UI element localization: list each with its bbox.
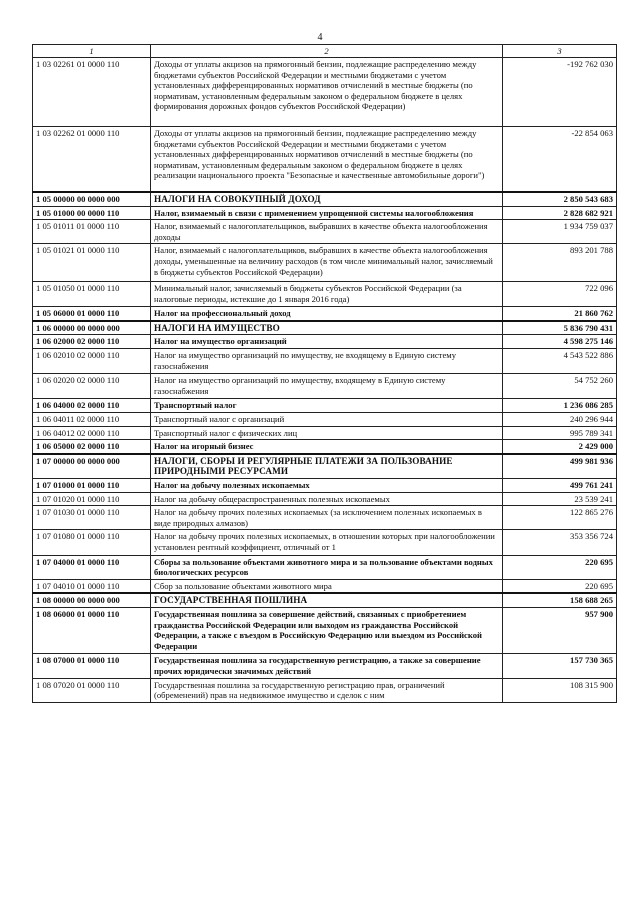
table-row [33, 440, 617, 454]
row-amount: -22 854 063 [503, 126, 617, 191]
table-row [33, 244, 617, 282]
row-amount: 5 836 790 431 [503, 321, 617, 335]
row-code: 1 06 00000 00 0000 000 [33, 321, 151, 335]
row-amount: 23 539 241 [503, 492, 617, 506]
row-amount: 54 752 260 [503, 374, 617, 399]
table-row [33, 492, 617, 506]
row-name: Государственная пошлина за совершение действий, связанных с приобретением гражданства Российской Федерации или выходом из гражданства Российской Федерации, а также с въездом в Российскую Федерацию или выездом из Российской Федерации [151, 607, 503, 653]
row-name: Налог на добычу полезных ископаемых [151, 479, 503, 493]
row-code: 1 07 04000 01 0000 110 [33, 555, 151, 579]
page-number: 4 [317, 32, 323, 43]
row-amount: 893 201 788 [503, 244, 617, 282]
row-code: 1 06 02020 02 0000 110 [33, 374, 151, 399]
table-row [33, 593, 617, 607]
table-row [33, 654, 617, 678]
row-code: 1 06 02010 02 0000 110 [33, 349, 151, 374]
table-row [33, 282, 617, 307]
row-amount: 1 236 086 285 [503, 399, 617, 413]
row-code: 1 05 01011 01 0000 110 [33, 220, 151, 244]
table-row [33, 454, 617, 479]
table-row [33, 335, 617, 349]
row-code: 1 06 04000 02 0000 110 [33, 399, 151, 413]
table-row [33, 506, 617, 530]
row-code: 1 07 01080 01 0000 110 [33, 530, 151, 555]
row-name: Налог на имущество организаций [151, 335, 503, 349]
row-amount: 995 789 341 [503, 426, 617, 440]
row-name: Налог на имущество организаций по имуществу, не входящему в Единую систему газоснабжения [151, 349, 503, 374]
row-amount: 220 695 [503, 555, 617, 579]
row-code: 1 06 05000 02 0000 110 [33, 440, 151, 454]
row-amount: 722 096 [503, 282, 617, 307]
row-amount: 157 730 365 [503, 654, 617, 678]
row-name: Сбор за пользование объектами животного мира [151, 579, 503, 593]
table-row [33, 307, 617, 321]
row-amount: 499 981 936 [503, 454, 617, 479]
row-name: Государственная пошлина за государственную регистрацию, а также за совершение прочих юридически значимых действий [151, 654, 503, 678]
row-code: 1 07 00000 00 0000 000 [33, 454, 151, 479]
row-code: 1 05 01021 01 0000 110 [33, 244, 151, 282]
table-row [33, 220, 617, 244]
table-row [33, 426, 617, 440]
row-code: 1 07 01020 01 0000 110 [33, 492, 151, 506]
row-amount: 158 688 265 [503, 593, 617, 607]
row-amount: 108 315 900 [503, 678, 617, 702]
row-name: Налог, взимаемый с налогоплательщиков, выбравших в качестве объекта налогообложения доходы [151, 220, 503, 244]
row-name: Налог на добычу прочих полезных ископаемых (за исключением полезных ископаемых в виде природных алмазов) [151, 506, 503, 530]
row-name: Налог, взимаемый в связи с применением упрощенной системы налогообложения [151, 206, 503, 220]
row-amount: -192 762 030 [503, 58, 617, 127]
row-name: Транспортный налог [151, 399, 503, 413]
row-name: Доходы от уплаты акцизов на прямогонный бензин, подлежащие распределению между бюджетами субъектов Российской Федерации и местными бюджетами с учетом установленных дифференцированных нормативов отчислений в местные бюджеты (по нормативам, установленным федеральным законом о федеральном бюджете в целях формирования дорожных фондов субъектов Российской Федерации) [151, 58, 503, 127]
row-amount: 2 429 000 [503, 440, 617, 454]
table-row [33, 579, 617, 593]
row-code: 1 05 06000 01 0000 110 [33, 307, 151, 321]
row-code: 1 08 06000 01 0000 110 [33, 607, 151, 653]
table-row [33, 206, 617, 220]
row-code: 1 08 07000 01 0000 110 [33, 654, 151, 678]
row-code: 1 07 01030 01 0000 110 [33, 506, 151, 530]
table-row [33, 374, 617, 399]
row-code: 1 08 07020 01 0000 110 [33, 678, 151, 702]
row-name: Транспортный налог с физических лиц [151, 426, 503, 440]
row-code: 1 05 00000 00 0000 000 [33, 192, 151, 206]
row-name: Доходы от уплаты акцизов на прямогонный бензин, подлежащие распределению между бюджетами субъектов Российской Федерации и местными бюджетами с учетом установленных дифференцированных нормативов отчислений в местные бюджеты (по нормативам, установленным федеральным законом о федеральном бюджете в целях реализации национального проекта "Безопасные и качественные автомобильные дороги") [151, 126, 503, 191]
row-amount: 4 598 275 146 [503, 335, 617, 349]
row-code: 1 03 02262 01 0000 110 [33, 126, 151, 191]
row-name: Государственная пошлина за государственную регистрацию прав, ограничений (обременений) прав на недвижимое имущество и сделок с ним [151, 678, 503, 702]
row-name: НАЛОГИ НА СОВОКУПНЫЙ ДОХОД [151, 192, 503, 206]
row-name: Налог на добычу прочих полезных ископаемых, в отношении которых при налогообложении установлен рентный коэффициент, отличный от 1 [151, 530, 503, 555]
row-code: 1 07 01000 01 0000 110 [33, 479, 151, 493]
row-code: 1 06 04012 02 0000 110 [33, 426, 151, 440]
row-amount: 499 761 241 [503, 479, 617, 493]
row-code: 1 07 04010 01 0000 110 [33, 579, 151, 593]
row-code: 1 03 02261 01 0000 110 [33, 58, 151, 127]
row-amount: 21 860 762 [503, 307, 617, 321]
row-amount: 122 865 276 [503, 506, 617, 530]
table-row [33, 607, 617, 653]
table-header-row [33, 45, 617, 58]
row-name: Налог, взимаемый с налогоплательщиков, выбравших в качестве объекта налогообложения доходы, уменьшенные на величину расходов (в том числе минимальный налог, зачисляемый в бюджеты субъектов Российской Федерации) [151, 244, 503, 282]
table-row [33, 321, 617, 335]
row-name: Налог на профессиональный доход [151, 307, 503, 321]
row-amount: 240 296 944 [503, 413, 617, 427]
table-row [33, 479, 617, 493]
table-row [33, 678, 617, 702]
row-code: 1 05 01050 01 0000 110 [33, 282, 151, 307]
table-row [33, 349, 617, 374]
row-name: Минимальный налог, зачисляемый в бюджеты субъектов Российской Федерации (за налоговые периоды, истекшие до 1 января 2016 года) [151, 282, 503, 307]
row-amount: 957 900 [503, 607, 617, 653]
header-col-1: 1 [33, 45, 151, 58]
row-code: 1 05 01000 00 0000 110 [33, 206, 151, 220]
row-code: 1 08 00000 00 0000 000 [33, 593, 151, 607]
row-amount: 2 850 543 683 [503, 192, 617, 206]
row-amount: 353 356 724 [503, 530, 617, 555]
row-name: Сборы за пользование объектами животного мира и за пользование объектами водных биологических ресурсов [151, 555, 503, 579]
row-name: НАЛОГИ НА ИМУЩЕСТВО [151, 321, 503, 335]
table-row [33, 555, 617, 579]
row-name: Налог на имущество организаций по имуществу, входящему в Единую систему газоснабжения [151, 374, 503, 399]
table-row [33, 399, 617, 413]
row-name: Налог на игорный бизнес [151, 440, 503, 454]
row-name: ГОСУДАРСТВЕННАЯ ПОШЛИНА [151, 593, 503, 607]
row-amount: 2 828 682 921 [503, 206, 617, 220]
table-row [33, 126, 617, 191]
row-name: Налог на добычу общераспространенных полезных ископаемых [151, 492, 503, 506]
header-col-3: 3 [503, 45, 617, 58]
row-amount: 220 695 [503, 579, 617, 593]
header-col-2: 2 [151, 45, 503, 58]
row-name: НАЛОГИ, СБОРЫ И РЕГУЛЯРНЫЕ ПЛАТЕЖИ ЗА ПОЛЬЗОВАНИЕ ПРИРОДНЫМИ РЕСУРСАМИ [151, 454, 503, 479]
row-name: Транспортный налог с организаций [151, 413, 503, 427]
row-code: 1 06 04011 02 0000 110 [33, 413, 151, 427]
revenue-table [32, 44, 617, 703]
row-code: 1 06 02000 02 0000 110 [33, 335, 151, 349]
table-row [33, 192, 617, 206]
table-row [33, 530, 617, 555]
row-amount: 1 934 759 037 [503, 220, 617, 244]
table-row [33, 58, 617, 127]
row-amount: 4 543 522 886 [503, 349, 617, 374]
table-row [33, 413, 617, 427]
